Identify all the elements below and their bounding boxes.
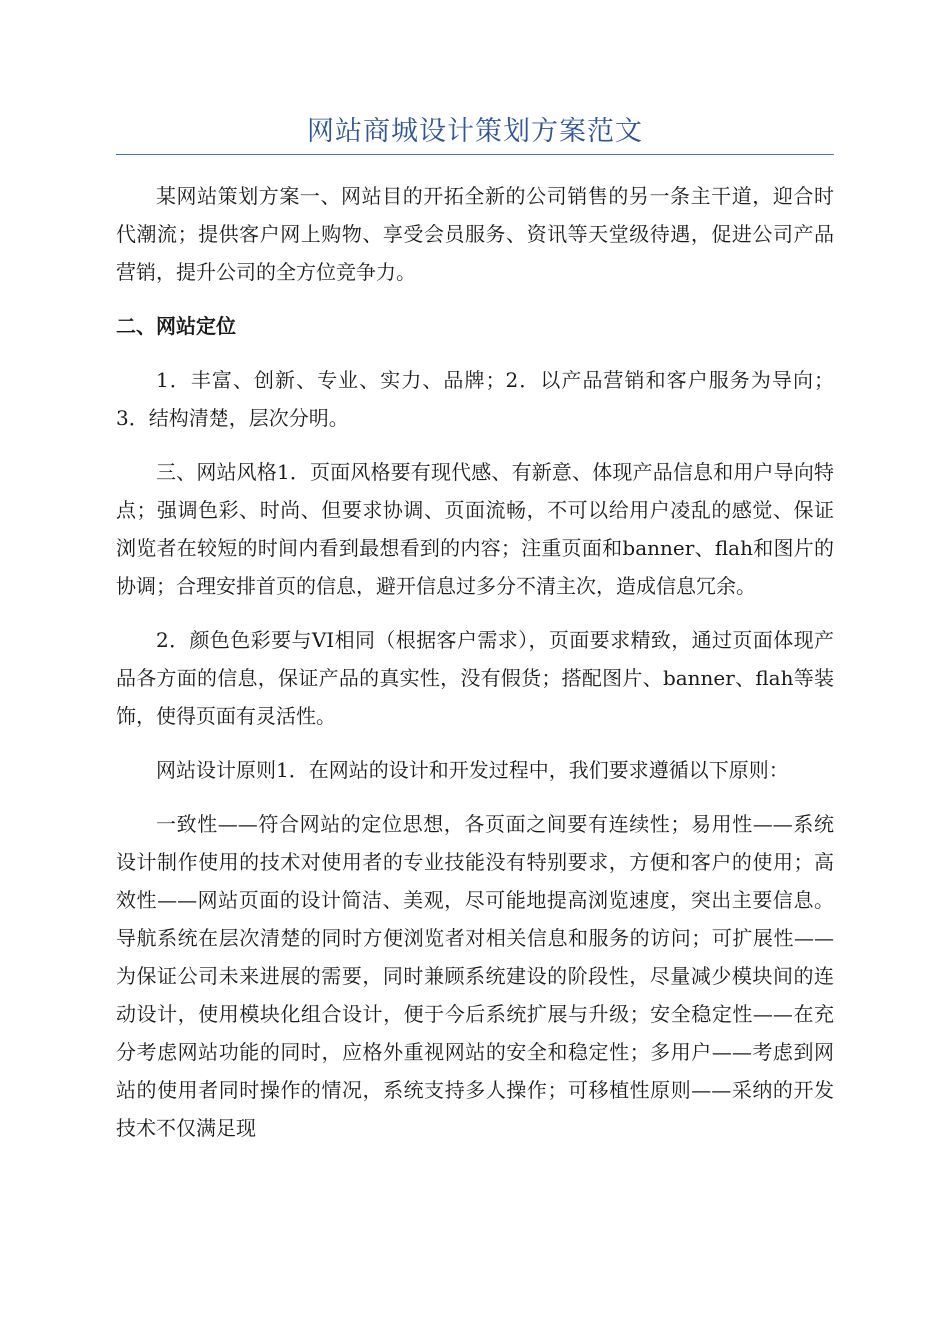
paragraph-principles: 网站设计原则1．在网站的设计和开发过程中，我们要求遵循以下原则： bbox=[156, 758, 789, 782]
paragraph-intro: 某网站策划方案一、网站目的开拓全新的公司销售的另一条主干道，迎合时代潮流；提供客户网上购物、享受会员服务、资讯等天堂级待遇，促进公司产品营销，提升公司的全方位竞争力。 bbox=[116, 184, 834, 284]
document-title: 网站商城设计策划方案范文 bbox=[116, 112, 834, 155]
paragraph-principles-detail: 一致性——符合网站的定位思想，各页面之间要有连续性；易用性——系统设计制作使用的技术对使用者的专业技能没有特别要求，方便和客户的使用；高效性——网站页面的设计简洁、美观，尽可能地提高浏览速度，突出主要信息。导航系统在层次清楚的同时方便浏览者对相关信息和服务的访问；可扩展性——为保证公司未来进展的需要，同时兼顾系统建设的阶段性，尽量减少模块间的连动设计，使用模块化组合设计，便于今后系统扩展与升级；安全稳定性——在充分考虑网站功能的同时，应格外重视网站的安全和稳定性；多用户——考虑到网站的使用者同时操作的情况，系统支持多人操作；可移植性原则——采纳的开发技术不仅满足现 bbox=[116, 812, 834, 1140]
paragraph-style: 三、网站风格1．页面风格要有现代感、有新意、体现产品信息和用户导向特点；强调色彩、时尚、但要求协调、页面流畅，不可以给用户凌乱的感觉、保证浏览者在较短的时间内看到最想看到的内容；注重页面和banner、flah和图片的协调；合理安排首页的信息，避开信息过多分不清主次，造成信息冗余。 bbox=[116, 460, 834, 598]
document-page bbox=[116, 112, 834, 1163]
section-heading-positioning: 二、网站定位 bbox=[116, 314, 236, 338]
paragraph-color: 2．颜色色彩要与VI相同（根据客户需求），页面要求精致，通过页面体现产品各方面的信息，保证产品的真实性，没有假货；搭配图片、banner、flah等装饰，使得页面有灵活性。 bbox=[116, 628, 834, 728]
paragraph-positioning: 1．丰富、创新、专业、实力、品牌；2．以产品营销和客户服务为导向；3．结构清楚，层次分明。 bbox=[116, 368, 834, 430]
